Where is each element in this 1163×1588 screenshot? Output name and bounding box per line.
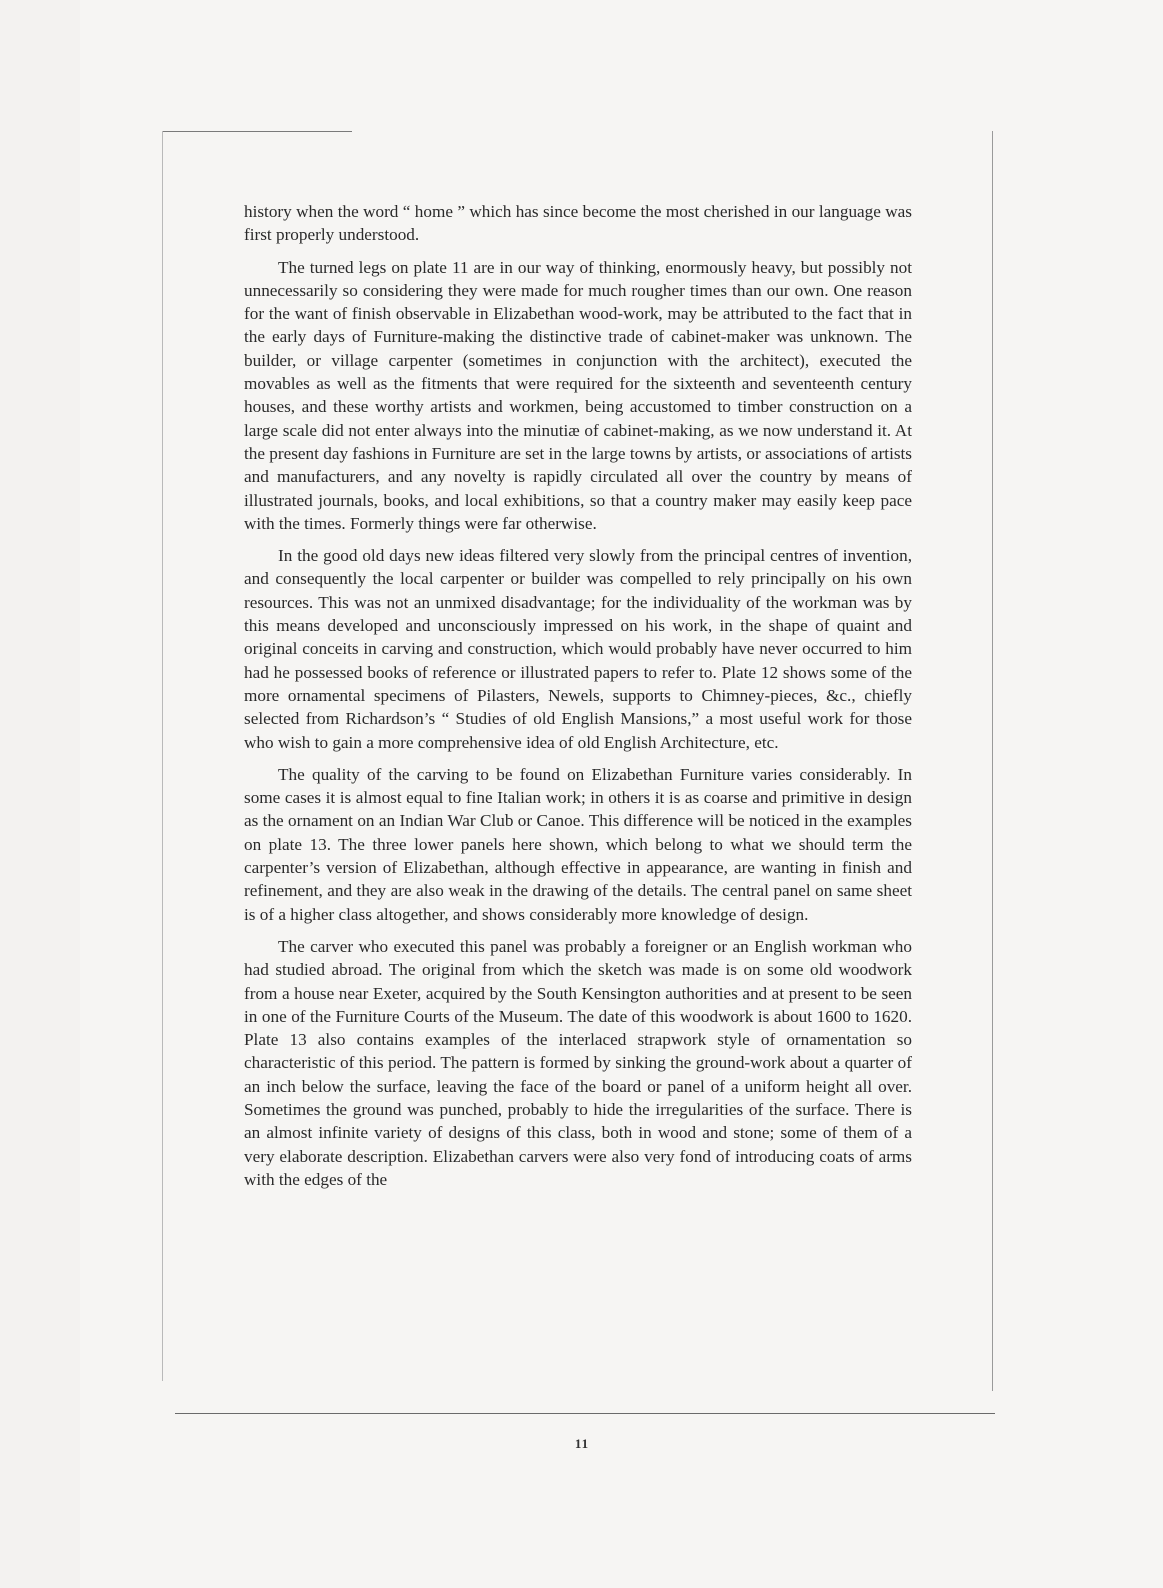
body-text [244,200,912,1200]
paragraph-carver: The carver who executed this panel was probably a foreigner or an English workman who had studied abroad. The original from which the sketch was made is on some old woodwork from a house near Exeter, acquired by the South Kensington authorities and at present to be seen in one of the Furniture Courts of the Museum. The date of this woodwork is about 1600 to 1620. Plate 13 also contains examples of the interlaced strapwork style of ornamentation so characteristic of this period. The pattern is formed by sinking the ground-work about a quarter of an inch below the surface, leaving the face of the board or panel of a uniform height all over. Sometimes the ground was punched, probably to hide the irregularities of the surface. There is an almost infinite variety of designs of this class, both in wood and stone; some of them of a very elaborate description. Elizabethan carvers were also very fond of introducing coats of arms with the edges of the [244,936,912,1189]
frame-line-right [992,131,993,1391]
paragraph-good-old-days: In the good old days new ideas filtered very slowly from the principal centres of invention, and consequently the local carpenter or builder was compelled to rely principally on his own resources. This was not an unmixed disadvantage; for the individuality of the workman was by this means developed and unconsciously impressed on his work, in the shape of quaint and original conceits in carving and construction, which would probably have never occurred to him had he possessed books of reference or illustrated papers to refer to. Plate 12 shows some of the more ornamental specimens of Pilasters, Newels, supports to Chimney-pieces, &c., chiefly selected from Richardson’s “ Studies of old English Mansions,” a most useful work for those who wish to gain a more comprehensive idea of old English Architecture, etc. [244,546,912,752]
paragraph-continued: history when the word “ home ” which has since become the most cherished in our language was first properly understood. [244,202,912,245]
scan-margin [0,0,80,1588]
frame-line-left [162,131,163,1381]
frame-line-top [162,131,352,132]
paragraph-turned-legs: The turned legs on plate 11 are in our way of thinking, enormously heavy, but possibly not unnecessarily so considering they were made for much rougher times than our own. One reason for the want of finish observable in Elizabethan wood-work, may be attributed to the fact that in the early days of Furniture-making the distinctive trade of cabinet-maker was unknown. The builder, or village carpenter (sometimes in conjunction with the architect), executed the movables as well as the fitments that were required for the sixteenth and seventeenth century houses, and these worthy artists and workmen, being accustomed to timber construction on a large scale did not enter always into the minutiæ of cabinet-making, as we now understand it. At the present day fashions in Furniture are set in the large towns by artists, or associations of artists and manufacturers, and any novelty is rapidly circulated all over the country by means of illustrated journals, books, and local exhibitions, so that a country maker may easily keep pace with the times. Formerly things were far otherwise. [244,257,912,533]
paragraph-carving-quality: The quality of the carving to be found on Elizabethan Furniture varies considerably. In some cases it is almost equal to fine Italian work; in others it is as coarse and primitive in design as the ornament on an Indian War Club or Canoe. This difference will be noticed in the examples on plate 13. The three lower panels here shown, which belong to what we should term the carpenter’s version of Elizabethan, although effective in appearance, are wanting in finish and refinement, and they are also weak in the drawing of the details. The central panel on same sheet is of a higher class altogether, and shows considerably more knowledge of design. [244,764,912,924]
frame-line-bottom [175,1413,995,1414]
page-number: 11 [574,1436,590,1451]
